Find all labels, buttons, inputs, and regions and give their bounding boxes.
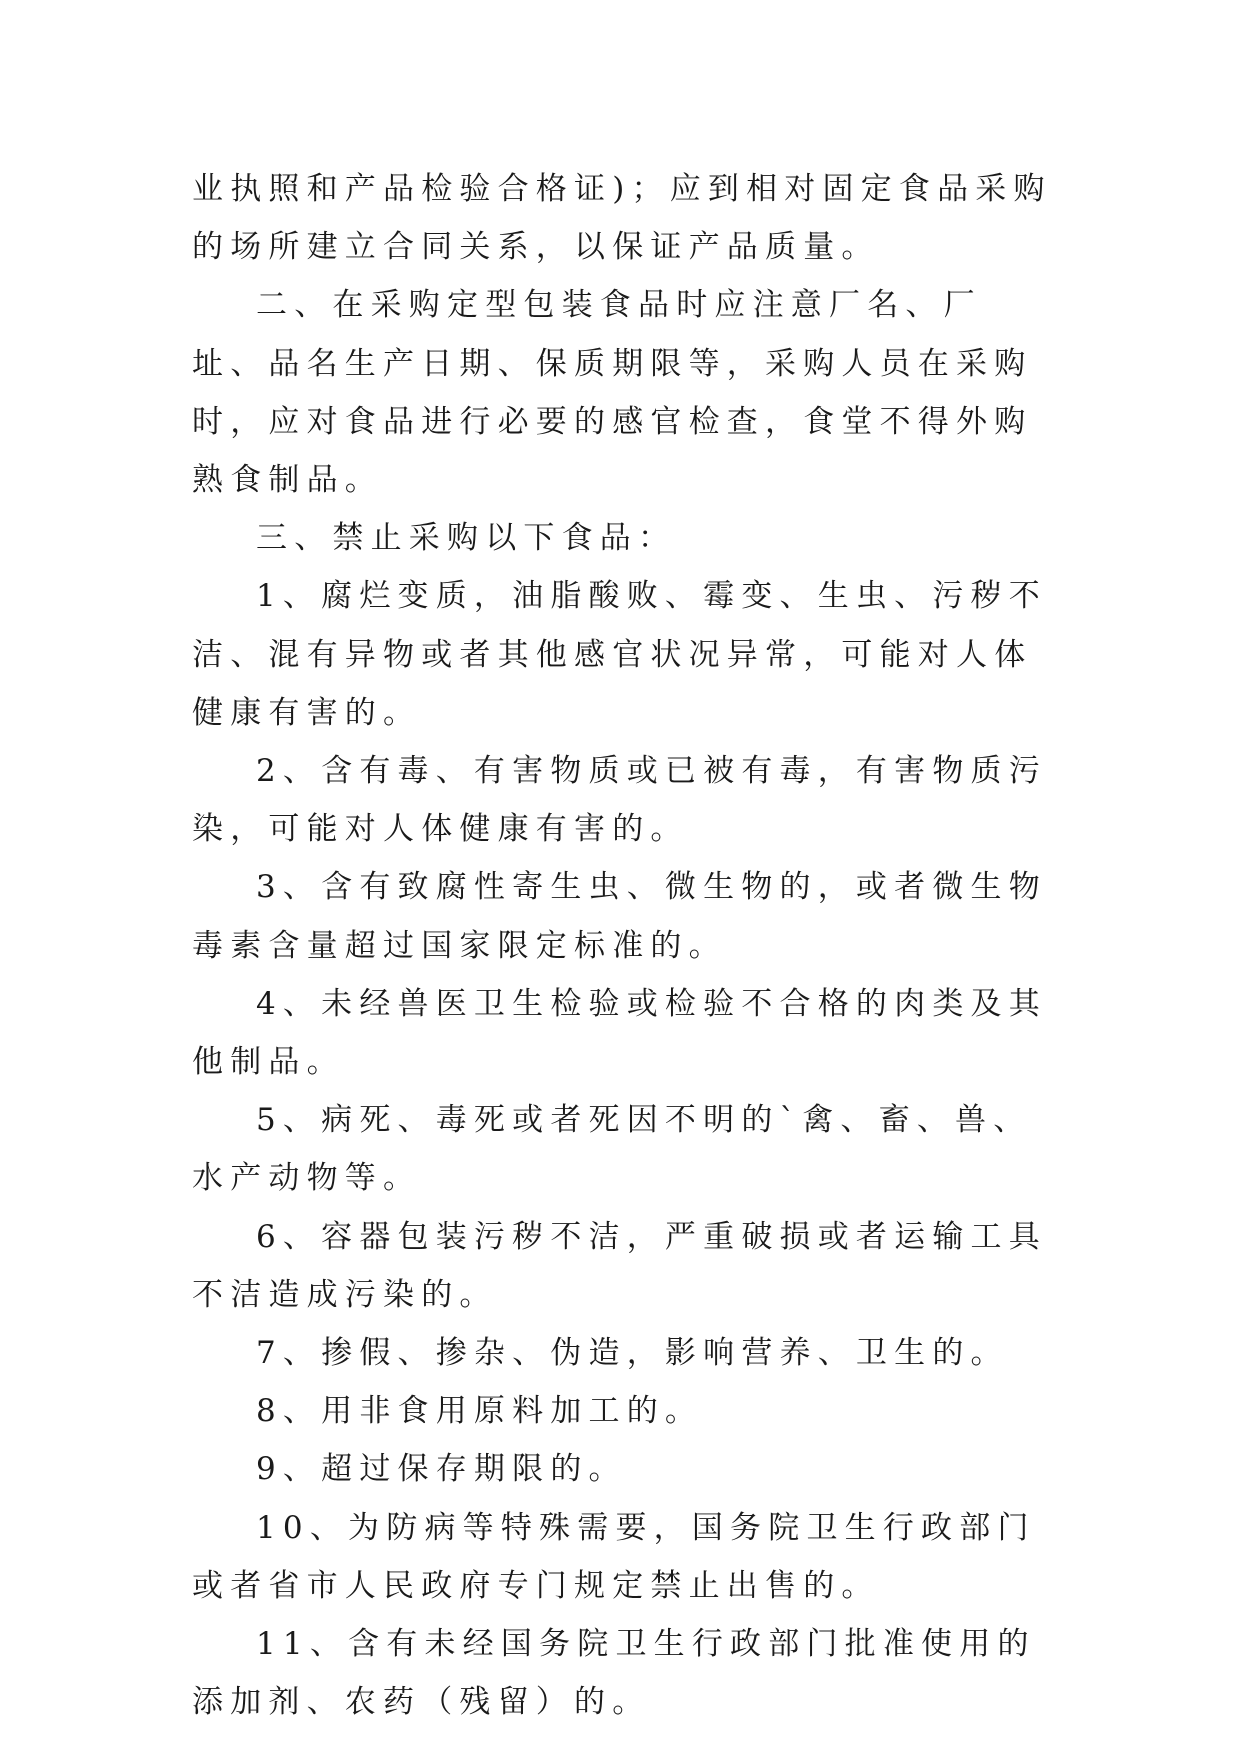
- list-item: 9、超过保存期限的。: [256, 1451, 627, 1488]
- paragraph-section-two: 二、在采购定型包装食品时应注意厂名、厂址、品名生产日期、保质期限等，采购人员在采购时，应对食品进行必要的感官检查，食堂不得外购熟食制品。: [192, 287, 1033, 499]
- list-item: 2、含有毒、有害物质或已被有毒，有害物质污染，可能对人体健康有害的。: [192, 753, 1047, 848]
- list-item: 7、掺假、掺杂、伪造，影响营养、卫生的。: [256, 1335, 1009, 1372]
- document-body: [192, 160, 1052, 1731]
- list-item: 8、用非食用原料加工的。: [256, 1393, 704, 1430]
- list-item: 3、含有致腐性寄生虫、微生物的，或者微生物毒素含量超过国家限定标准的。: [192, 869, 1047, 964]
- list-item: 4、未经兽医卫生检验或检验不合格的肉类及其他制品。: [192, 985, 1047, 1081]
- list-item: 1、腐烂变质，油脂酸败、霉变、生虫、污秽不洁、混有异物或者其他感官状况异常，可能对人体健康有害的。: [192, 578, 1047, 731]
- list-item: 10、为防病等特殊需要，国务院卫生行政部门或者省市人民政府专门规定禁止出售的。: [192, 1509, 1036, 1604]
- list-item: 6、容器包装污秽不洁，严重破损或者运输工具不洁造成污染的。: [192, 1218, 1047, 1313]
- paragraph-section-three: 三、禁止采购以下食品：: [256, 520, 677, 557]
- paragraph-continuation: 业执照和产品检验合格证)；应到相对固定食品采购的场所建立合同关系，以保证产品质量。: [192, 171, 1052, 266]
- list-item: 5、病死、毒死或者死因不明的`禽、畜、兽、水产动物等。: [192, 1102, 1032, 1197]
- list-item: 11、含有未经国务院卫生行政部门批准使用的添加剂、农药（残留）的。: [192, 1626, 1036, 1721]
